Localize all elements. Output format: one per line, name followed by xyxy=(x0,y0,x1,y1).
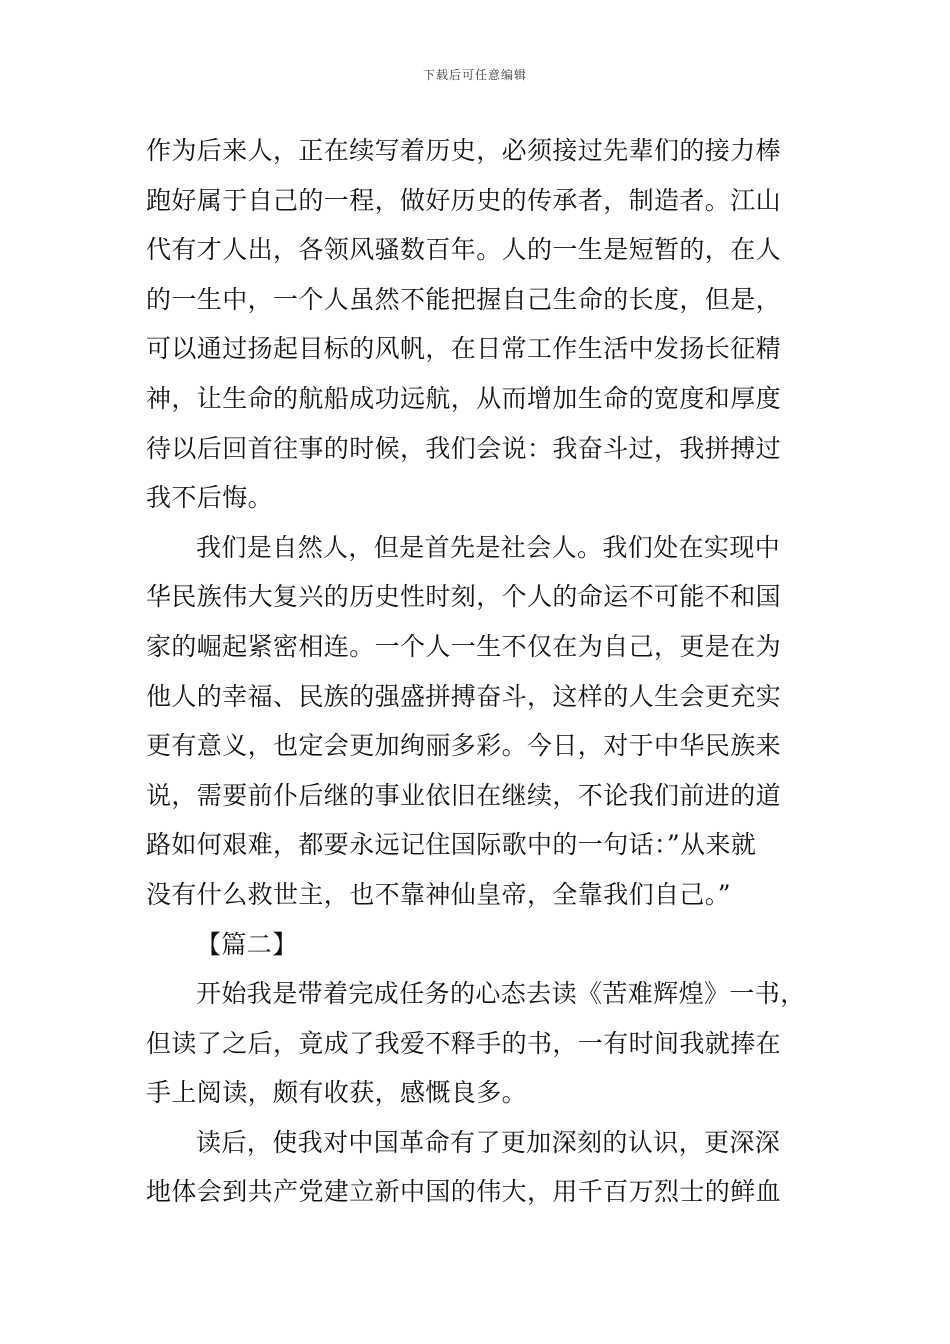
paragraph-start-line: 读后，使我对中国革命有了更加深刻的认识，更深深 xyxy=(196,1127,781,1157)
text-line: 跑好属于自己的一程，做好历史的传承者，制造者。江山 xyxy=(146,185,782,215)
document-body xyxy=(146,126,816,1217)
text-line: 华民族伟大复兴的历史性时刻，个人的命运不可能不和国 xyxy=(146,582,782,612)
text-line: 路如何艰难，都要永远记住国际歌中的一句话：”从来就 xyxy=(146,830,757,860)
text-line: 手上阅读，颇有收获，感慨良多。 xyxy=(146,1078,528,1108)
page-header: 下载后可任意编辑 xyxy=(422,68,527,82)
text-line: 神，让生命的航船成功远航，从而增加生命的宽度和厚度 xyxy=(146,383,782,413)
text-line: 作为后来人，正在续写着历史，必须接过先辈们的接力棒 xyxy=(146,136,782,165)
text-line: 他人的幸福、民族的强盛拼搏奋斗，这样的人生会更充实 xyxy=(146,681,782,711)
text-line: 家的崛起紧密相连。一个人一生不仅在为自己，更是在为 xyxy=(146,631,782,661)
text-line: 的一生中，一个人虽然不能把握自己生命的长度，但是， xyxy=(146,284,782,314)
text-line: 说，需要前仆后继的事业依旧在继续，不论我们前进的道 xyxy=(146,780,782,810)
text-line: 地体会到共产党建立新中国的伟大，用千百万烈士的鲜血 xyxy=(146,1177,782,1207)
text-line: 代有才人出，各领风骚数百年。人的一生是短暂的，在人 xyxy=(146,235,782,265)
paragraph-start-line: 开始我是带着完成任务的心态去读《苦难辉煌》一书， xyxy=(196,979,806,1009)
text-line: 我不后悔。 xyxy=(146,483,274,513)
text-line: 可以通过扬起目标的风帆，在日常工作生活中发扬长征精 xyxy=(146,334,782,364)
text-line: 更有意义，也定会更加绚丽多彩。今日，对于中华民族来 xyxy=(146,731,782,761)
text-line: 没有什么救世主，也不靠神仙皇帝，全靠我们自己。” xyxy=(146,879,731,909)
paragraph-start-line: 我们是自然人，但是首先是社会人。我们处在实现中 xyxy=(196,532,781,562)
text-line: 但读了之后，竟成了我爱不释手的书，一有时间我就捧在 xyxy=(146,1028,782,1058)
section-heading: 【篇二】 xyxy=(196,929,298,959)
text-line: 待以后回首往事的时候，我们会说：我奋斗过，我拼搏过 xyxy=(146,433,782,463)
